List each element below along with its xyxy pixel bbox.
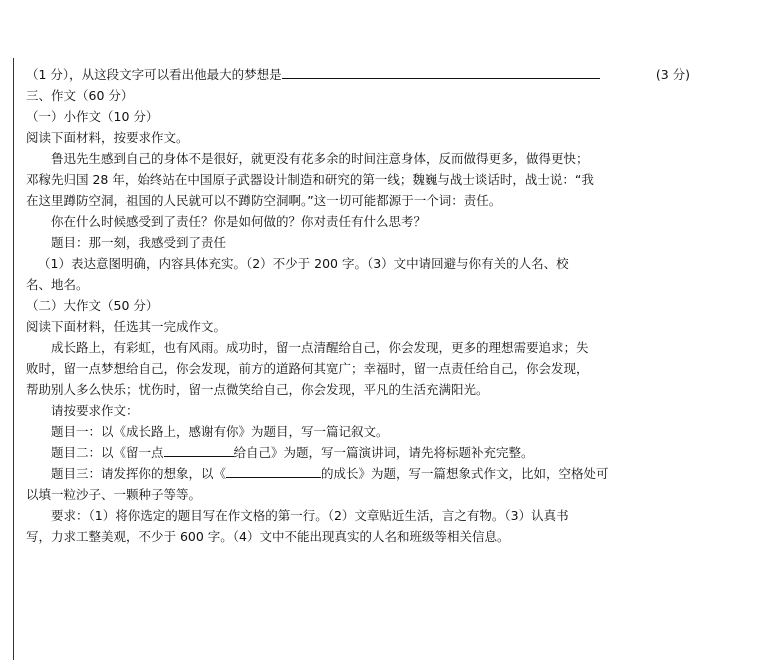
topic-two-blank: [164, 442, 234, 457]
material-line: 成长路上，有彩虹，也有风雨。成功时，留一点清醒给自己，你会发现，更多的理想需要追求；失: [51, 340, 589, 355]
topic-three-text-after: 的成长》为题，写一篇想象式作文，比如，空格处可: [321, 466, 609, 481]
answer-blank: [282, 64, 600, 79]
requirements-line: 写，力求工整美观，不少于 600 字。（4）文中不能出现真实的人名和班级等相关信息。: [26, 529, 510, 544]
topic-two: [26, 442, 726, 463]
requirements-line: 要求：（1）将你选定的题目写在作文格的第一行。（2）文章贴近生活，言之有物。（3）认真书: [51, 508, 569, 523]
subsection-heading-large: （二）大作文（50 分）: [26, 298, 159, 313]
instruction: 阅读下面材料，任选其一完成作文。: [26, 319, 227, 334]
question-text: （1 分），从这段文字可以看出他最大的梦想是: [26, 67, 282, 82]
instruction: 请按要求作文：: [51, 403, 139, 418]
material-line: 帮助别人多么快乐；忧伤时，留一点微笑给自己，你会发现，平凡的生活充满阳光。: [26, 382, 489, 397]
requirements-line: （1）表达意图明确，内容具体充实。（2）不少于 200 字。（3）文中请回避与你有关的人名、校: [38, 256, 569, 271]
section-heading: 三、作文（60 分）: [26, 88, 134, 103]
margin-rule: [13, 58, 14, 660]
material-line: 邓稼先归国 28 年，始终站在中国原子武器设计制造和研究的第一线；魏巍与战士谈话时，战士说：“我: [26, 172, 594, 187]
material-line: 在这里蹲防空洞，祖国的人民就可以不蹲防空洞啊。”这一切可能都源于一个词：责任。: [26, 193, 502, 208]
prompt-questions: 你在什么时候感受到了责任？你是如何做的？你对责任有什么思考？: [51, 214, 427, 229]
essay-title: 题目：那一刻，我感受到了责任: [51, 235, 227, 250]
material-line: 败时，留一点梦想给自己，你会发现，前方的道路何其宽广；幸福时，留一点责任给自己，你会发现，: [26, 361, 589, 376]
subsection-heading-small: （一）小作文（10 分）: [26, 109, 159, 124]
topic-one: 题目一：以《成长路上，感谢有你》为题目，写一篇记叙文。: [51, 424, 389, 439]
material-line: 鲁迅先生感到自己的身体不是很好，就更没有花多余的时间注意身体，反而做得更多，做得更快；: [51, 151, 589, 166]
topic-two-text-after: 给自己》为题，写一篇演讲词，请先将标题补充完整。: [233, 445, 534, 460]
instruction: 阅读下面材料，按要求作文。: [26, 130, 189, 145]
exam-page: [26, 64, 726, 547]
topic-three-text-before: 题目三：请发挥你的想象，以《: [51, 466, 227, 481]
requirements-line: 名、地名。: [26, 277, 89, 292]
topic-two-text-before: 题目二：以《留一点: [51, 445, 164, 460]
topic-three: [26, 463, 726, 484]
question-score: (3 分): [655, 67, 690, 82]
topic-three-continued: 以填一粒沙子、一颗种子等等。: [26, 487, 202, 502]
question-line: [26, 64, 726, 85]
topic-three-blank: [226, 463, 321, 478]
